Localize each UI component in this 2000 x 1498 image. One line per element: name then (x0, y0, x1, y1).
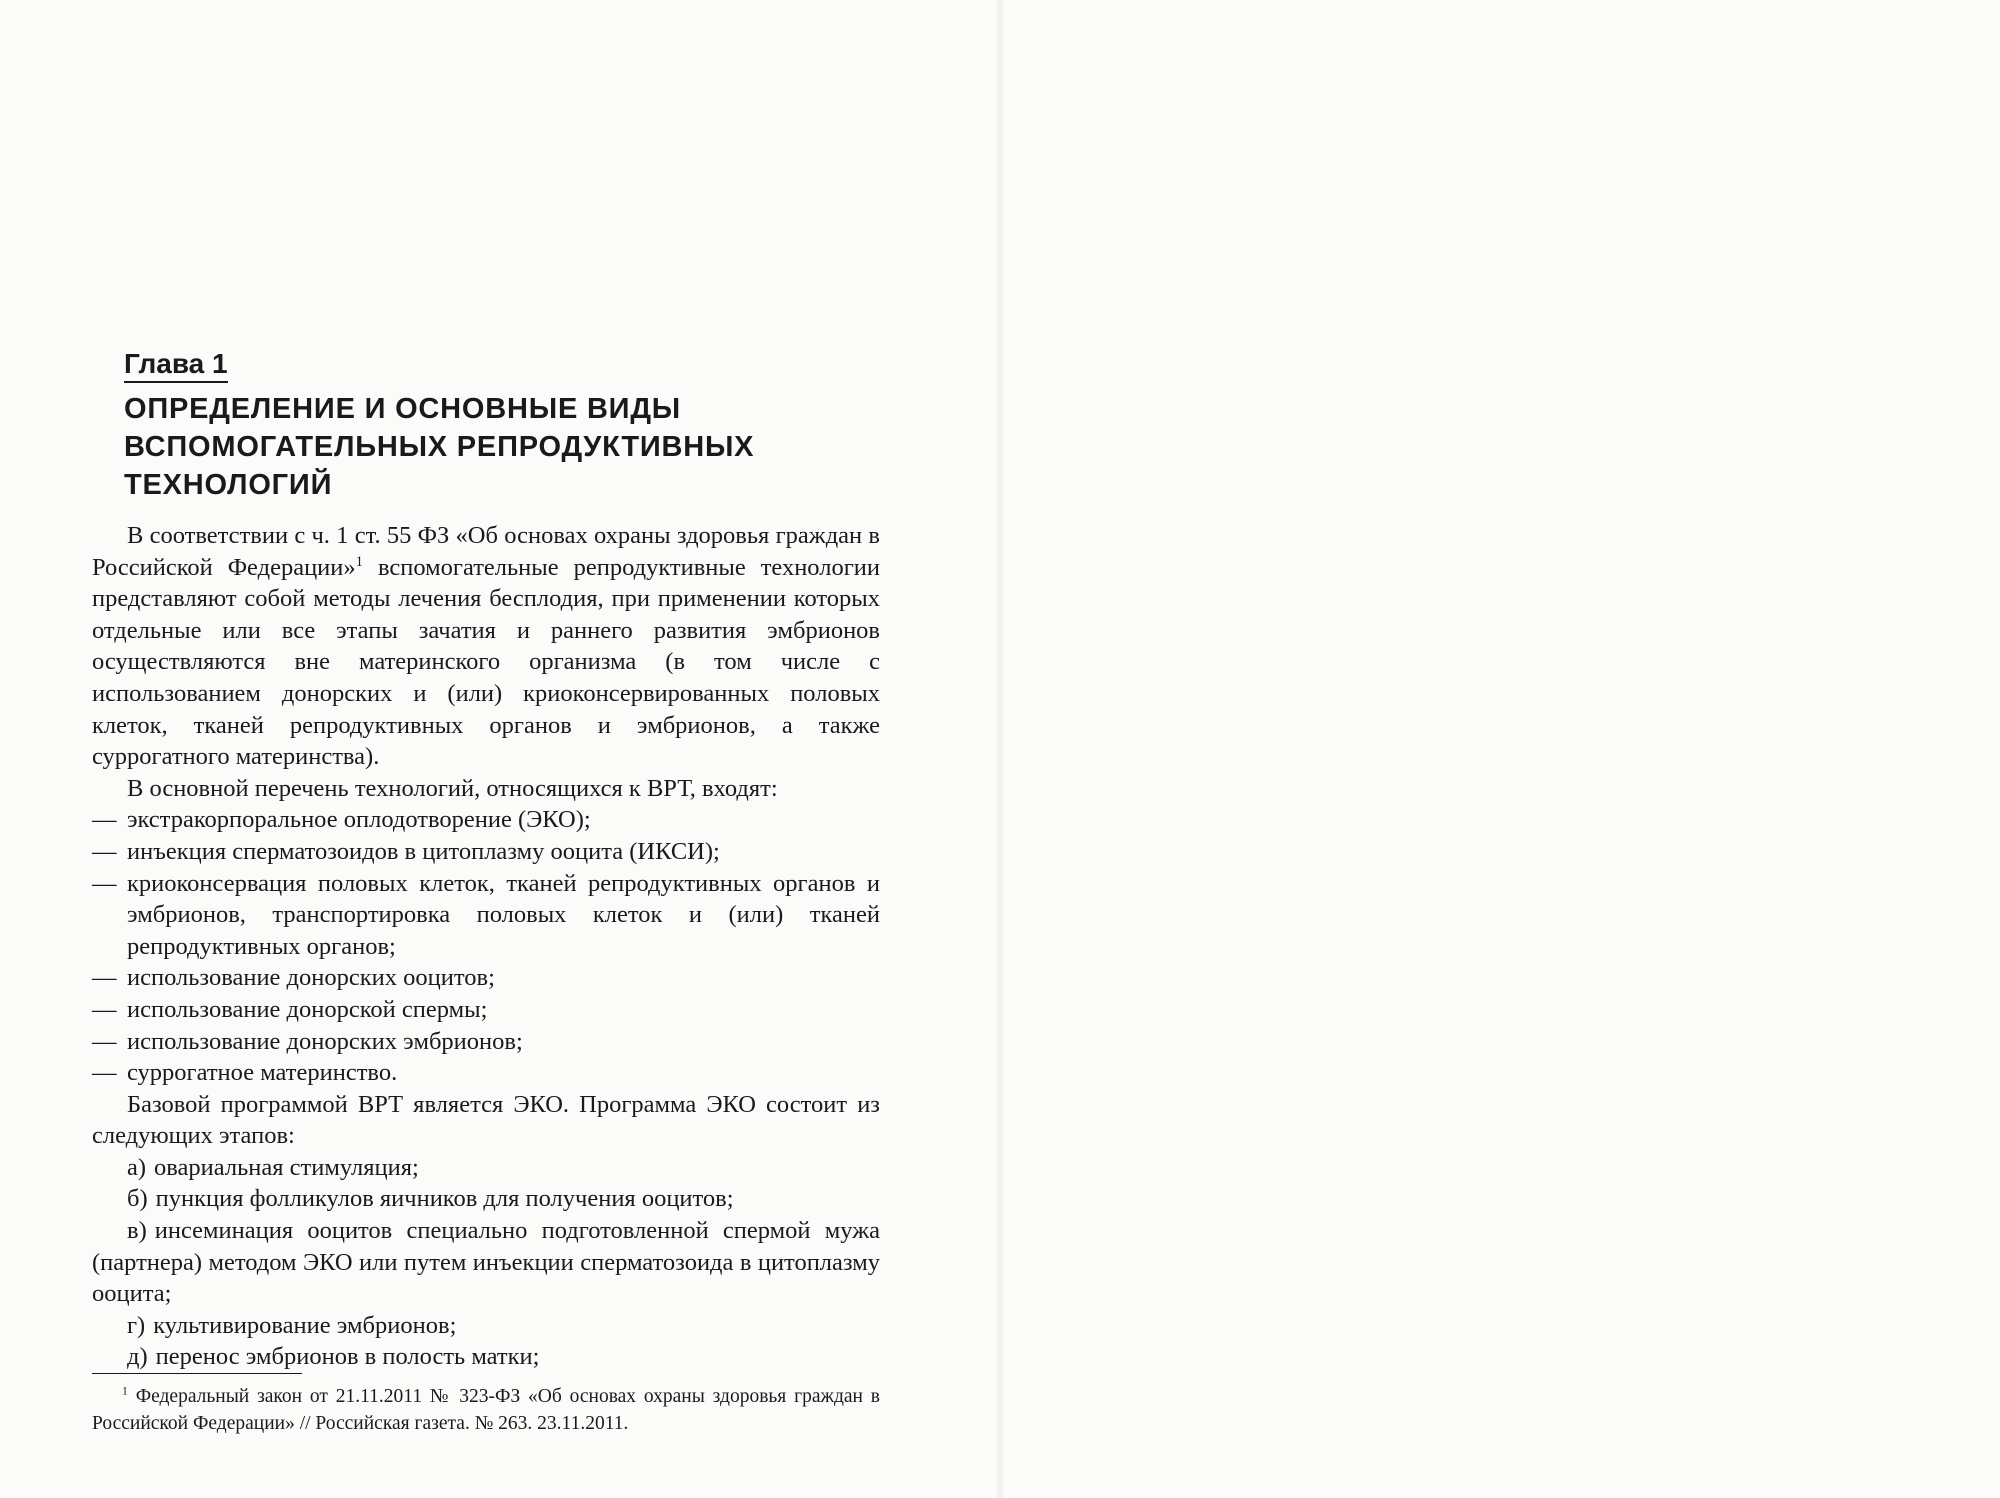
footnote-divider (92, 1373, 302, 1374)
step-item (92, 1215, 880, 1310)
footnote-ref: 1 (355, 553, 363, 570)
list-intro: В основной перечень технологий, относящихся к ВРТ, входят: (127, 774, 778, 802)
step-marker: в) (127, 1217, 147, 1245)
paragraph (92, 520, 880, 773)
footnote-number: 1 (122, 1384, 128, 1398)
paragraph-text: вспомогательные репродуктивные технологии представляют собой методы лечения бесплодия, при применении которых отдельные или все этапы зачатия и раннего развития эмбрионов осуществляются вне материнского организма (в том числе с использованием донорских и (или) криоконсервированных половых клеток, тканей репродуктивных органов и эмбрионов, а также суррогатного материнства). (92, 553, 880, 771)
step-text: культивирование эмбрионов; (153, 1311, 457, 1339)
right-page (1000, 0, 2000, 1498)
step-text: инсеминация ооцитов специально подготовленной спермой мужа (партнера) методом ЭКО или путем инъекции сперматозоида в цитоплазму ооцита; (92, 1217, 880, 1308)
eko-steps-list (92, 1152, 880, 1373)
list-item: — использование донорской спермы; (92, 994, 880, 1026)
list-item: — использование донорских эмбрионов; (92, 1026, 880, 1058)
step-text: овариальная стимуляция; (154, 1153, 419, 1181)
list-item: — криоконсервация половых клеток, тканей репродуктивных органов и эмбрионов, транспортировка половых клеток и (или) тканей репродуктивных органов; (92, 868, 880, 963)
step-item (92, 1310, 880, 1342)
list-item: — инъекция сперматозоидов в цитоплазму ооцита (ИКСИ); (92, 836, 880, 868)
left-body-text (92, 520, 880, 1373)
step-text: перенос эмбрионов в полость матки; (155, 1343, 540, 1371)
step-marker: б) (127, 1185, 148, 1213)
chapter-label: Глава 1 (124, 348, 228, 383)
list-item: — использование донорских ооцитов; (92, 962, 880, 994)
footnote-text: Федеральный закон от 21.11.2011 № 323-ФЗ «Об основах охраны здоровья граждан в Российской Федерации» // Российская газета. № 263. 23.11.2011. (92, 1386, 881, 1434)
chapter-title: ОПРЕДЕЛЕНИЕ И ОСНОВНЫЕ ВИДЫ ВСПОМОГАТЕЛЬНЫХ РЕПРОДУКТИВНЫХ ТЕХНОЛОГИЙ (124, 393, 755, 501)
step-item (92, 1152, 880, 1184)
step-marker: д) (127, 1343, 148, 1371)
list-item: — суррогатное материнство. (92, 1057, 880, 1089)
paragraph: Базовой программой ВРТ является ЭКО. Программа ЭКО состоит из следующих этапов: (92, 1090, 880, 1150)
list-item: — экстракорпоральное оплодотворение (ЭКО); (92, 804, 880, 836)
paragraph-text: В соответствии с ч. 1 ст. 55 ФЗ «Об основах охраны здоровья граждан в Российской Федерации» (92, 522, 880, 581)
step-item (92, 1183, 880, 1215)
footnote (92, 1383, 880, 1437)
step-marker: г) (127, 1311, 146, 1339)
step-marker: а) (127, 1153, 147, 1181)
step-text: пункция фолликулов яичников для получения ооцитов; (155, 1185, 734, 1213)
step-item (92, 1341, 880, 1373)
technologies-list (92, 804, 880, 1088)
